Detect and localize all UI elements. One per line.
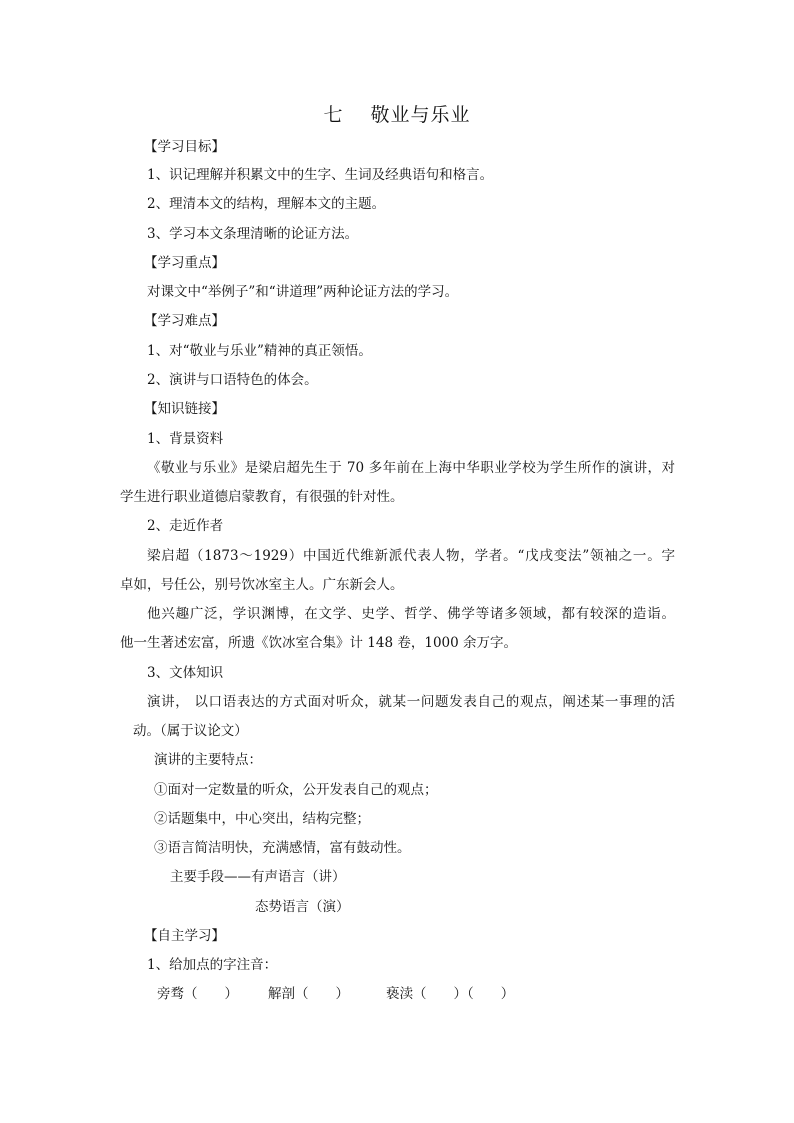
pinyin-item: 解剖（ ） (268, 986, 349, 1002)
author-heading: 2、走近作者 (147, 518, 224, 534)
genre-paragraph-line: 演讲， 以口语表达的方式面对听众，就某一问题发表自己的观点，阐述某一事理的活 (147, 694, 675, 710)
means-line: 态势语言（演） (255, 899, 350, 915)
features-heading: 演讲的主要特点： (154, 752, 262, 768)
author-paragraph-line: 卓如，号任公，别号饮冰室主人。广东新会人。 (120, 577, 404, 593)
pinyin-item: 旁骛（ ） (157, 986, 238, 1002)
self-study-heading: 【自主学习】 (144, 928, 225, 944)
focus-text: 对课文中“举例子”和“讲道理”两种论证方法的学习。 (147, 284, 459, 300)
feature-item: ③语言简洁明快，充满感情，富有鼓动性。 (154, 840, 411, 856)
background-heading: 1、背景资料 (147, 431, 224, 447)
author-paragraph-line: 他兴趣广泛，学识渊博，在文学、史学、哲学、佛学等诸多领域，都有较深的造诣。 (147, 606, 675, 622)
pinyin-heading: 1、给加点的字注音： (147, 957, 278, 973)
genre-paragraph-line: 动。（属于议论文） (133, 723, 248, 739)
focus-heading: 【学习重点】 (144, 255, 225, 271)
feature-item: ①面对一定数量的听众，公开发表自己的观点； (154, 782, 438, 798)
objective-item: 3、学习本文条理清晰的论证方法。 (147, 226, 359, 242)
objective-item: 1、识记理解并积累文中的生字、生词及经典语句和格言。 (147, 167, 494, 183)
objectives-heading: 【学习目标】 (144, 139, 225, 155)
feature-item: ②话题集中，中心突出，结构完整； (154, 811, 370, 827)
means-line: 主要手段——有声语言（讲） (170, 869, 346, 885)
background-paragraph-line: 《敬业与乐业》是梁启超先生于 70 多年前在上海中华职业学校为学生所作的演讲，对 (147, 460, 675, 476)
difficulty-item: 1、对“敬业与乐业”精神的真正领悟。 (147, 343, 372, 359)
knowledge-heading: 【知识链接】 (144, 401, 225, 417)
author-paragraph-line: 梁启超（1873～1929）中国近代维新派代表人物，学者。“戊戌变法”领袖之一。字 (147, 548, 675, 564)
genre-heading: 3、文体知识 (147, 665, 224, 681)
author-paragraph-line: 他一生著述宏富，所遗《饮冰室合集》计 148 卷，1000 余万字。 (120, 635, 517, 651)
pinyin-item: 亵渎（ ）（ ） (386, 986, 515, 1002)
difficulty-heading: 【学习难点】 (144, 313, 225, 329)
page-title: 七 敬业与乐业 (323, 104, 471, 126)
background-paragraph-line: 学生进行职业道德启蒙教育，有很强的针对性。 (120, 489, 404, 505)
difficulty-item: 2、演讲与口语特色的体会。 (147, 372, 318, 388)
objective-item: 2、理清本文的结构，理解本文的主题。 (147, 196, 386, 212)
